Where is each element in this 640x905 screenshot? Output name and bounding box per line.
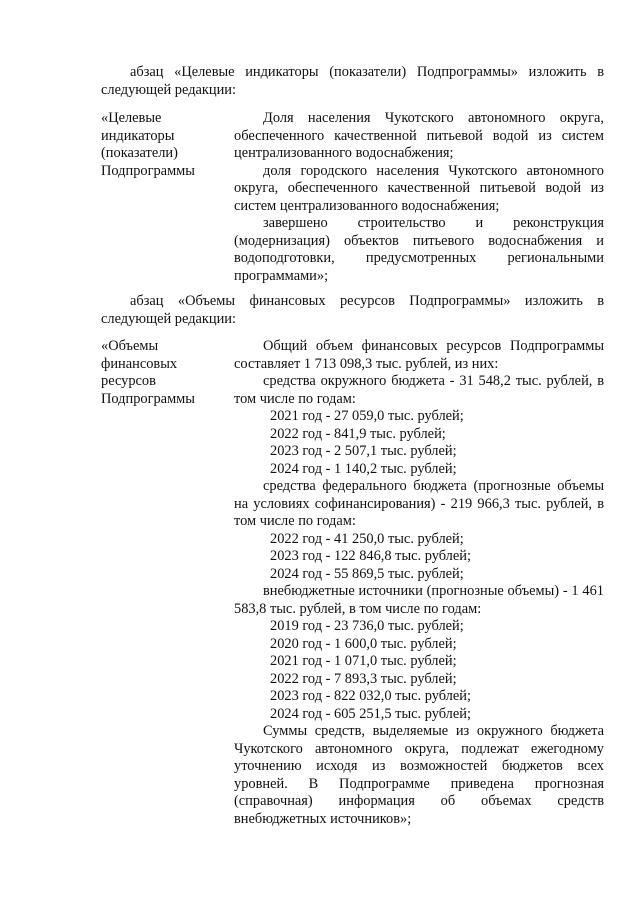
- district-budget-intro: средства окружного бюджета - 31 548,2 тыс. рублей, в том числе по годам:: [234, 373, 604, 407]
- finance-label-cell: «Объемы финансовых ресурсов Подпрограммы: [101, 338, 195, 407]
- indicators-label-cell: «Целевые индикаторы (показатели) Подпрограммы: [101, 110, 195, 179]
- indicator-item: завершено строительство и реконструкция (модернизация) объектов питьевого водоснабжения и водоподготовки, предусмотренных региональными программами»;: [234, 215, 604, 284]
- federal-year-item: 2023 год - 122 846,8 тыс. рублей;: [270, 548, 471, 564]
- extrabudget-year-item: 2023 год - 822 032,0 тыс. рублей;: [270, 688, 471, 704]
- indicators-content-cell: [234, 110, 604, 285]
- extrabudget-year-item: 2024 год - 605 251,5 тыс. рублей;: [270, 705, 471, 722]
- extrabudget-year-item: 2022 год - 7 893,3 тыс. рублей;: [270, 670, 457, 687]
- district-year-item: 2021 год - 27 059,0 тыс. рублей;: [270, 408, 464, 424]
- extrabudget-intro: внебюджетные источники (прогнозные объемы) - 1 461 583,8 тыс. рублей, в том числе по годам:: [234, 583, 604, 617]
- finance-total: Общий объем финансовых ресурсов Подпрограммы составляет 1 713 098,3 тыс. рублей, из них:: [234, 338, 604, 372]
- indicator-item: доля городского населения Чукотского автономного округа, обеспеченного качественной питьевой водой из систем централизованного водоснабжения;: [234, 162, 604, 214]
- intro-paragraph-indicators: абзац «Целевые индикаторы (показатели) Подпрограммы» изложить в следующей редакции:: [101, 64, 604, 98]
- indicator-item: Доля населения Чукотского автономного округа, обеспеченного качественной питьевой водой из систем централизованного водоснабжения;: [234, 110, 604, 161]
- federal-budget-intro: средства федерального бюджета (прогнозные объемы на условиях софинансирования) - 219 966,3 тыс. рублей, в том числе по годам:: [234, 478, 604, 529]
- intro-paragraph-finance: абзац «Объемы финансовых ресурсов Подпрограммы» изложить в следующей редакции:: [101, 293, 604, 327]
- finance-content-cell: [234, 338, 604, 828]
- district-year-item: 2023 год - 2 507,1 тыс. рублей;: [270, 443, 457, 459]
- federal-year-item: 2024 год - 55 869,5 тыс. рублей;: [270, 565, 464, 582]
- extrabudget-year-item: 2020 год - 1 600,0 тыс. рублей;: [270, 635, 457, 652]
- extrabudget-year-item: 2019 год - 23 736,0 тыс. рублей;: [270, 618, 464, 634]
- extrabudget-year-item: 2021 год - 1 071,0 тыс. рублей;: [270, 653, 457, 669]
- district-year-item: 2022 год - 841,9 тыс. рублей;: [270, 425, 446, 442]
- federal-year-item: 2022 год - 41 250,0 тыс. рублей;: [270, 530, 464, 547]
- district-year-item: 2024 год - 1 140,2 тыс. рублей;: [270, 460, 457, 477]
- finance-closing-note: Суммы средств, выделяемые из окружного бюджета Чукотского автономного округа, подлежат ежегодному уточнению исходя из возможностей бюджетов всех уровней. В Подпрограмме приведена прогнозная (справочная) информация об объемах средств внебюджетных источников»;: [234, 723, 604, 827]
